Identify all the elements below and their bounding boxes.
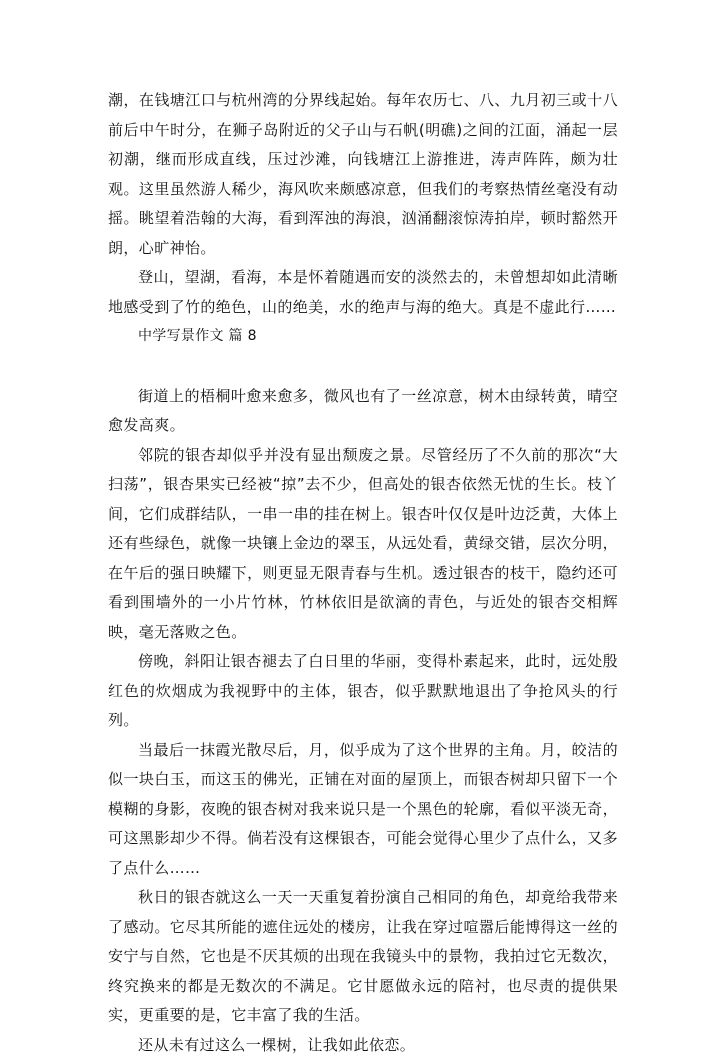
paragraph-conclusion: 还从未有过这么一棵树，让我如此依恋。 <box>108 1031 618 1060</box>
paragraph-ginkgo-night: 当最后一抹霞光散尽后，月，似乎成为了这个世界的主角。月，皎洁的似一块白玉，而这玉的佛光，正铺在对面的屋顶上，而银杏树却只留下一个模糊的身影，夜晚的银杏树对我来说只是一个黑色的轮廓，看似平淡无奇，可这黑影却少不得。倘若没有这棵银杏，可能会觉得心里少了点什么，又多了点什么…… <box>108 736 618 884</box>
paragraph-trip-summary: 登山，望湖，看海，本是怀着随遇而安的淡然去的，未曾想却如此清晰地感受到了竹的绝色，山的绝美，水的绝声与海的绝大。真是不虚此行…… <box>108 263 618 322</box>
article-title: 中学写景作文 篇 8 <box>108 322 618 352</box>
document-page <box>108 86 618 1060</box>
paragraph-ginkgo-reflection: 秋日的银杏就这么一天一天重复着扮演自己相同的角色，却竟给我带来了感动。它尽其所能的遮住远处的楼房，让我在穿过喧嚣后能博得这一丝的安宁与自然，它也是不厌其烦的出现在我镜头中的景物，我拍过它无数次，终究换来的都是无数次的不满足。它甘愿做永远的陪衬，也尽责的提供果实，更重要的是，它丰富了我的生活。 <box>108 883 618 1031</box>
paragraph-ginkgo-daytime: 邻院的银杏却似乎并没有显出颓废之景。尽管经历了不久前的那次“大扫荡”，银杏果实已经被“掠”去不少，但高处的银杏依然无忧的生长。枝丫间，它们成群结队，一串一串的挂在树上。银杏叶仅仅是叶边泛黄，大体上还有些绿色，就像一块镶上金边的翠玉，从远处看，黄绿交错，层次分明，在午后的强日映耀下，则更显无限青春与生机。透过银杏的枝干，隐约还可看到围墙外的一小片竹林，竹林依旧是欲滴的青色，与近处的银杏交相辉映，毫无落败之色。 <box>108 441 618 648</box>
section-gap <box>108 352 618 382</box>
paragraph-tidal-bore: 潮，在钱塘江口与杭州湾的分界线起始。每年农历七、八、九月初三或十八前后中午时分，在狮子岛附近的父子山与石帆(明礁)之间的江面，涌起一层初潮，继而形成直线，压过沙滩，向钱塘江上游推进，涛声阵阵，颇为壮观。这里虽然游人稀少，海风吹来颇感凉意，但我们的考察热情丝毫没有动摇。眺望着浩翰的大海，看到浑浊的海浪，汹涌翻滚惊涛拍岸，顿时豁然开朗，心旷神怡。 <box>108 86 618 263</box>
paragraph-ginkgo-dusk: 傍晚，斜阳让银杏褪去了白日里的华丽，变得朴素起来，此时，远处殷红色的炊烟成为我视野中的主体，银杏，似乎默默地退出了争抢风头的行列。 <box>108 647 618 736</box>
paragraph-autumn-street: 街道上的梧桐叶愈来愈多，微风也有了一丝凉意，树木由绿转黄，晴空愈发高爽。 <box>108 382 618 441</box>
